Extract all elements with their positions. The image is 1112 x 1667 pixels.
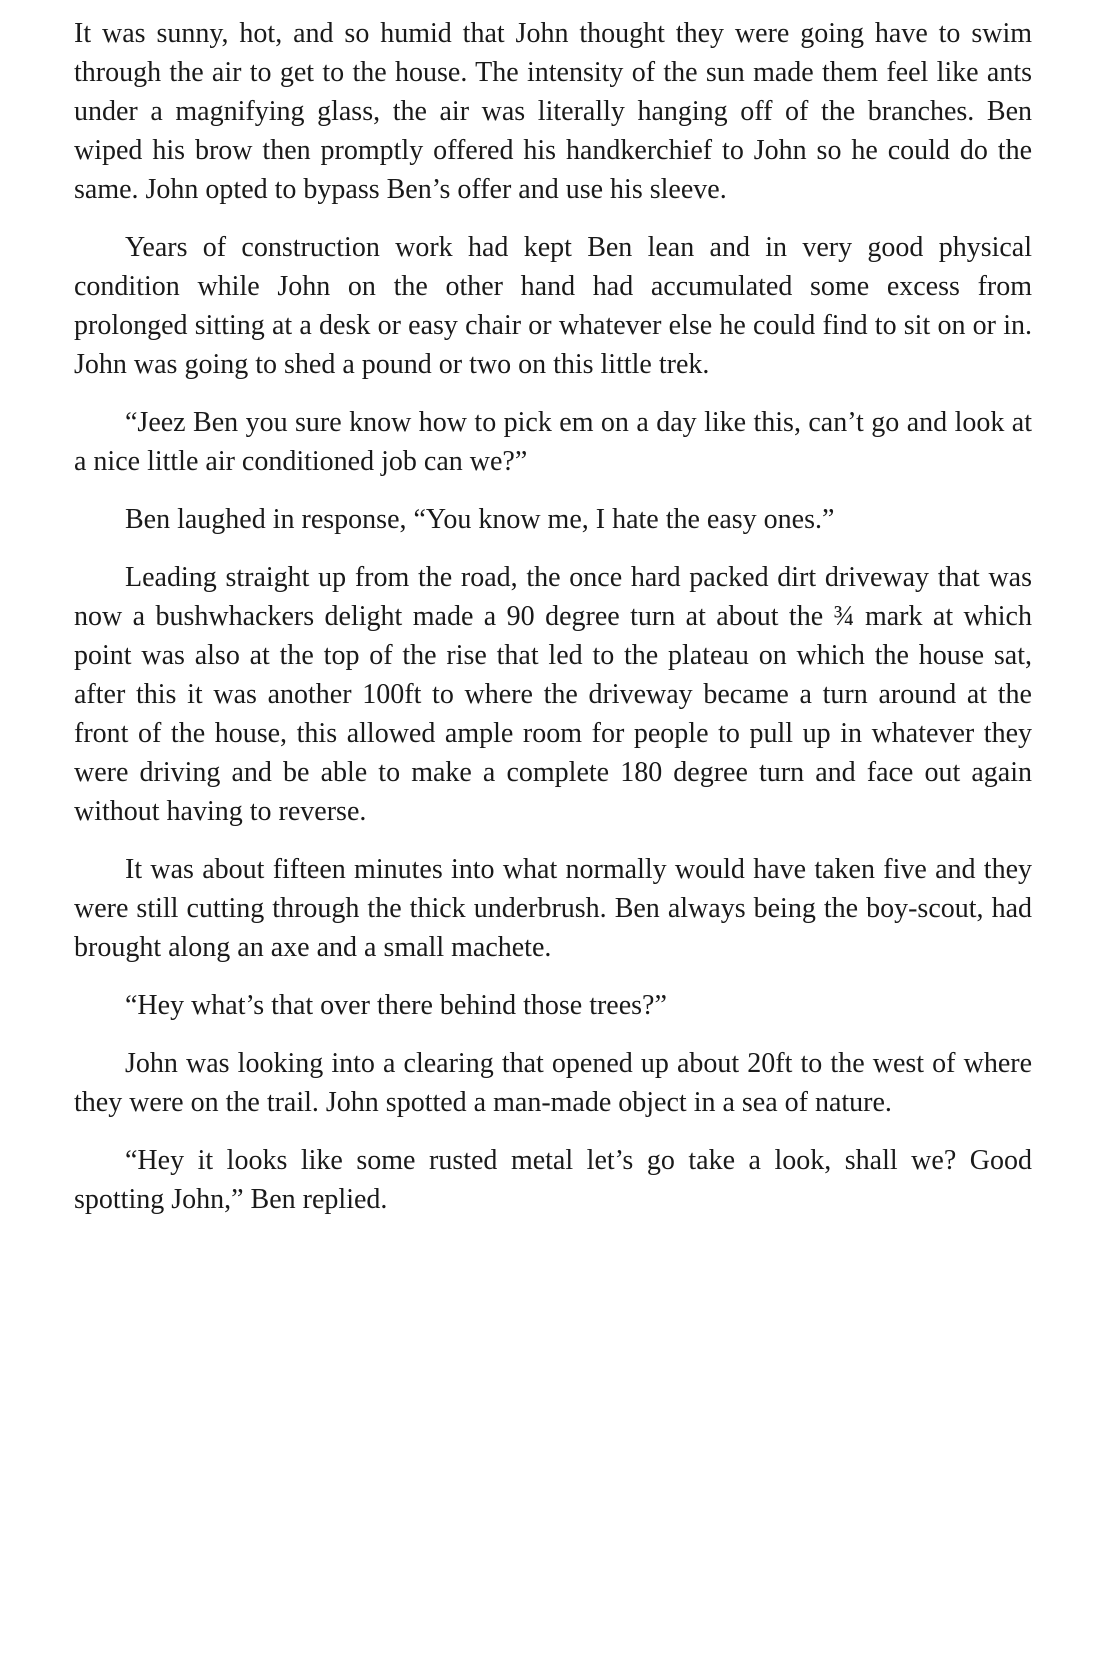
paragraph-4: Ben laughed in response, “You know me, I hate the easy ones.” — [125, 504, 835, 535]
paragraph-1: It was sunny, hot, and so humid that John thought they were going have to swim through the air to get to the house. The intensity of the sun made them feel like ants under a magnifying glass, the air was literally hanging off of the branches. Ben wiped his brow then promptly offered his handkerchief to John so he could do the same. John opted to bypass Ben’s offer and use his sleeve. — [74, 18, 1032, 205]
document-page — [74, 14, 1032, 1238]
paragraph-9: “Hey it looks like some rusted metal let’s go take a look, shall we? Good spotting John,” Ben replied. — [74, 1145, 1032, 1215]
paragraph-8: John was looking into a clearing that opened up about 20ft to the west of where they were on the trail. John spotted a man-made object in a sea of nature. — [74, 1048, 1032, 1118]
paragraph-6: It was about fifteen minutes into what normally would have taken five and they were still cutting through the thick underbrush. Ben always being the boy-scout, had brought along an axe and a small machete. — [74, 854, 1032, 963]
paragraph-2: Years of construction work had kept Ben lean and in very good physical condition while John on the other hand had accumulated some excess from prolonged sitting at a desk or easy chair or whatever else he could find to sit on or in. John was going to shed a pound or two on this little trek. — [74, 232, 1032, 380]
paragraph-3: “Jeez Ben you sure know how to pick em on a day like this, can’t go and look at a nice little air conditioned job can we?” — [74, 407, 1032, 477]
paragraph-5: Leading straight up from the road, the once hard packed dirt driveway that was now a bushwhackers delight made a 90 degree turn at about the ¾ mark at which point was also at the top of the rise that led to the plateau on which the house sat, after this it was another 100ft to where the driveway became a turn around at the front of the house, this allowed ample room for people to pull up in whatever they were driving and be able to make a complete 180 degree turn and face out again without having to reverse. — [74, 562, 1032, 827]
paragraph-7: “Hey what’s that over there behind those trees?” — [125, 990, 667, 1021]
